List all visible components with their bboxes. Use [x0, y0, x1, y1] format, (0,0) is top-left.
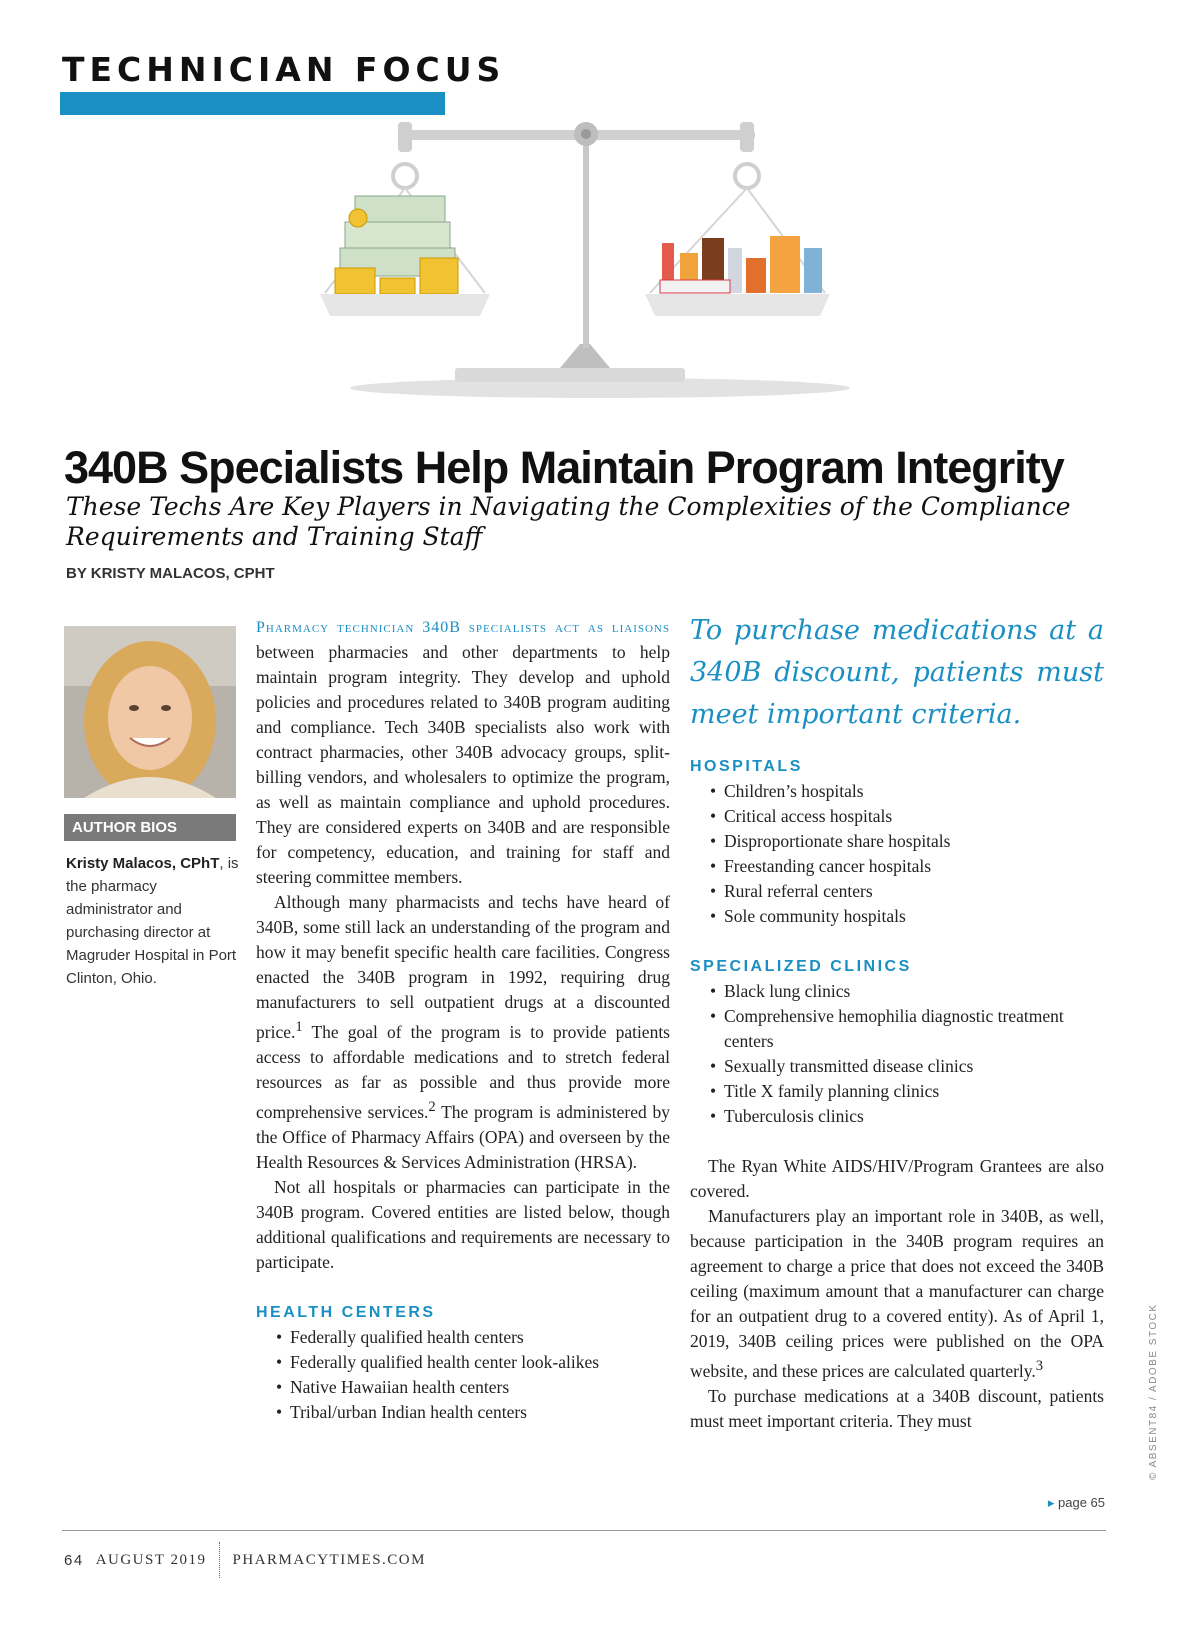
list-item: • Sole community hospitals — [690, 904, 1104, 929]
body-paragraph-6: To purchase medications at a 340B discount, patients must meet important criteria. They must — [690, 1385, 1104, 1431]
photo-credit: © ABSENT84 / ADOBE STOCK — [1148, 1303, 1159, 1480]
list-item: • Rural referral centers — [690, 879, 1104, 904]
issue-date: AUGUST 2019 — [95, 1551, 207, 1568]
section-accent-bar — [60, 92, 445, 115]
list-item: • Federally qualified health center look-alikes — [256, 1350, 670, 1375]
list-item: • Sexually transmitted disease clinics — [690, 1054, 1104, 1079]
list-item: • Tribal/urban Indian health centers — [256, 1400, 670, 1425]
reference-1: 1 — [295, 1019, 303, 1035]
body-paragraph-5: Manufacturers play an important role in 340B, as well, because participation in the 340B program requires an agreement to charge a price that does not exceed the 340B ceiling (maximum amount that a manufacturer can charge for an outpatient drug to a covered entity). As of April 1, 2019, 340B ceiling prices were published on the OPA website, and these prices are calculated quarterly.$^3$ — [690, 1206, 1104, 1381]
body-column-left — [256, 614, 670, 1425]
author-bios-label: AUTHOR BIOS — [64, 814, 236, 841]
health-centers-list — [256, 1325, 670, 1425]
health-centers-heading: HEALTH CENTERS — [256, 1303, 436, 1321]
list-item: • Freestanding cancer hospitals — [690, 854, 1104, 879]
list-item: • Black lung clinics — [690, 979, 1104, 1004]
byline: BY KRISTY MALACOS, CPHT — [66, 565, 275, 582]
list-item: • Disproportionate share hospitals — [690, 829, 1104, 854]
article-subtitle: These Techs Are Key Players in Navigating the Complexities of the Compliance Requirements and Training Staff — [66, 492, 1071, 551]
site-name: PHARMACYTIMES.COM — [232, 1551, 426, 1568]
author-bio-description: , is the pharmacy administrator and purchasing director at Magruder Hospital in Port Clinton, Ohio. — [66, 855, 239, 987]
body-paragraph-4: The Ryan White AIDS/HIV/Program Grantees are also covered. — [690, 1156, 1104, 1201]
page-number: 64 — [64, 1551, 84, 1569]
reference-3: 3 — [1035, 1358, 1044, 1374]
list-item: • Children’s hospitals — [690, 779, 1104, 804]
body-column-right — [690, 610, 1104, 1434]
footer-divider — [219, 1542, 221, 1578]
triangle-right-icon: ▸ — [1047, 1495, 1058, 1510]
author-photo — [64, 626, 236, 798]
continued-link[interactable]: ▸ page 65 — [1047, 1495, 1105, 1510]
list-item: • Title X family planning clinics — [690, 1079, 1104, 1104]
footer-rule — [62, 1530, 1106, 1531]
hospitals-heading: HOSPITALS — [690, 758, 803, 775]
specialized-clinics-list — [690, 979, 1104, 1129]
article-title: 340B Specialists Help Maintain Program Integrity — [64, 442, 1064, 493]
author-name: Kristy Malacos, CPhT — [66, 855, 220, 872]
list-item: • Native Hawaiian health centers — [256, 1375, 670, 1400]
list-item: • Tuberculosis clinics — [690, 1104, 1104, 1129]
reference-2: 2 — [428, 1098, 436, 1115]
specialized-clinics-heading: SPECIALIZED CLINICS — [690, 958, 912, 975]
balance-scale-illustration — [320, 118, 880, 418]
author-bio-text — [66, 852, 241, 990]
list-item: • Comprehensive hemophilia diagnostic treatment centers — [690, 1004, 1104, 1054]
pull-quote: To purchase medications at a 340B discount, patients must meet important criteria. — [690, 615, 1104, 730]
lead-in: Pharmacy technician 340B specialists act as liaisons — [256, 619, 670, 636]
section-label: TECHNICIAN FOCUS — [62, 50, 506, 89]
list-item: • Critical access hospitals — [690, 804, 1104, 829]
page-footer — [64, 1542, 426, 1578]
body-paragraph-1: Pharmacy technician 340B specialists act as liaisons between pharmacies and other departments to help maintain program integrity. They develop and uphold policies and procedures related to 340B program auditing and compliance. Tech 340B specialists also work with contract pharmacies, other 340B advocacy groups, split-billing vendors, and wholesalers to optimize the program, as well as maintain compliance and uphold procedures. They are considered experts on 340B and are responsible for competency, education, and training for staff and steering committee members. — [256, 619, 670, 887]
hospitals-list — [690, 779, 1104, 929]
body-paragraph-3: Not all hospitals or pharmacies can participate in the 340B program. Covered entities are listed below, though additional qualifications and requirements are necessary to participate. — [256, 1176, 670, 1272]
list-item: • Federally qualified health centers — [256, 1325, 670, 1350]
body-paragraph-2: Although many pharmacists and techs have heard of 340B, some still lack an understanding of the program and how it may benefit specific health care facilities. Congress enacted the 340B program in 1992, requiring drug manufacturers to sell outpatient drugs at a discounted price.$^1$ The goal of the program is to provide patients access to affordable medications and to stretch federal resources as far as possible and thus provide more comprehensive services.$^2$ The program is administered by the Office of Pharmacy Affairs (OPA) and overseen by the Health Resources & Services Administration (HRSA). — [256, 892, 670, 1172]
